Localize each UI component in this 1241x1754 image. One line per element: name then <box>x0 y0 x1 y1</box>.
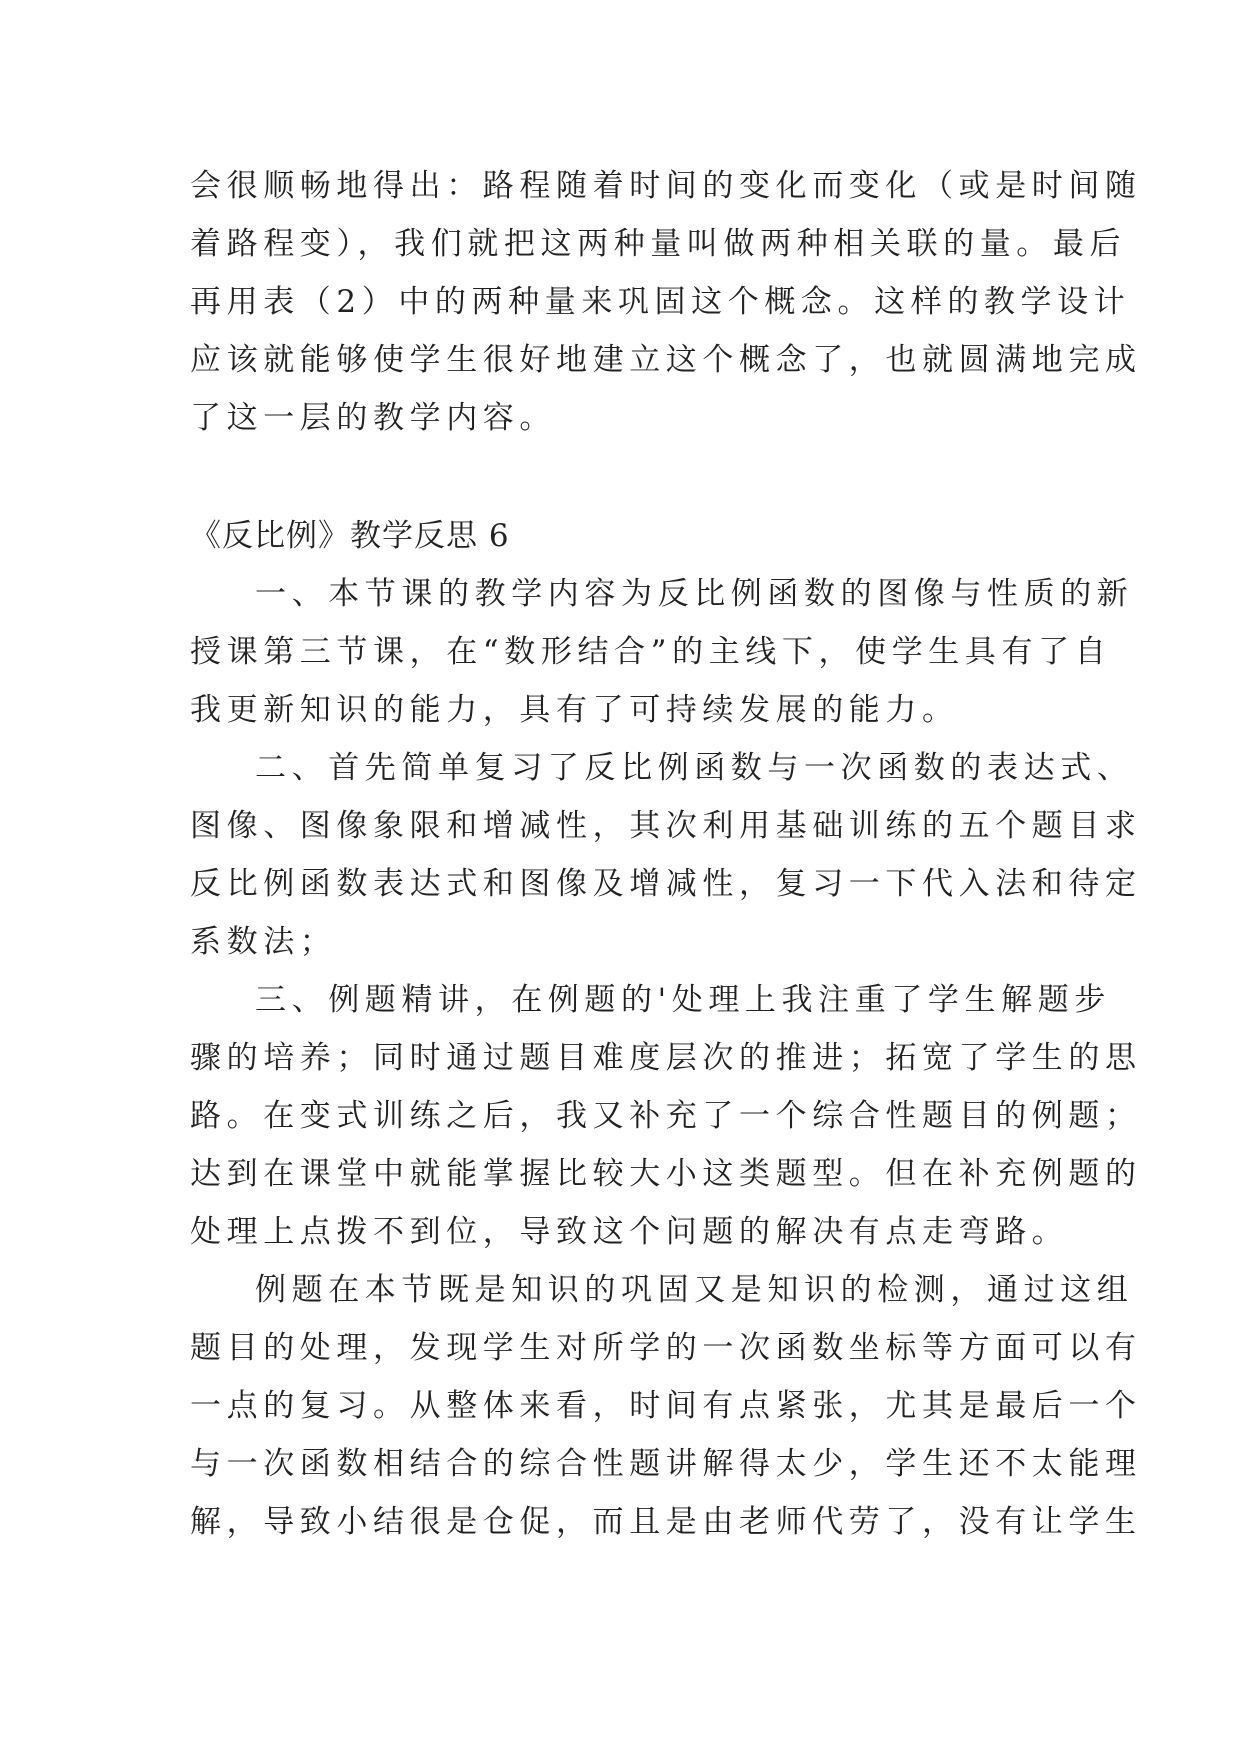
paragraph-1-line-3: 再用表（2）中的两种量来巩固这个概念。这样的教学设计 <box>190 284 1131 320</box>
paragraph-3-line-4: 系数法； <box>190 924 337 960</box>
paragraph-4-line-3: 路。在变式训练之后，我又补充了一个综合性题目的例题； <box>190 1098 1142 1134</box>
paragraph-4-line-2: 骤的培养；同时通过题目难度层次的推进；拓宽了学生的思 <box>190 1040 1142 1076</box>
paragraph-1-line-5: 了这一层的教学内容。 <box>190 400 556 436</box>
paragraph-1-line-2: 着路程变），我们就把这两种量叫做两种相关联的量。最后 <box>190 226 1127 262</box>
paragraph-5-line-5: 解，导致小结很是仓促，而且是由老师代劳了，没有让学生 <box>190 1504 1142 1540</box>
paragraph-5-line-3: 一点的复习。从整体来看，时间有点紧张，尤其是最后一个 <box>190 1388 1142 1424</box>
paragraph-5-line-2: 题目的处理，发现学生对所学的一次函数坐标等方面可以有 <box>190 1330 1142 1366</box>
paragraph-3-line-3: 反比例函数表达式和图像及增减性，复习一下代入法和待定 <box>190 866 1142 902</box>
paragraph-3-line-2: 图像、图像象限和增减性，其次利用基础训练的五个题目求 <box>190 808 1142 844</box>
paragraph-2-line-1: 一、本节课的教学内容为反比例函数的图像与性质的新 <box>255 576 1134 612</box>
paragraph-4-line-5: 处理上点拨不到位，导致这个问题的解决有点走弯路。 <box>190 1214 1069 1250</box>
paragraph-5-line-4: 与一次函数相结合的综合性题讲解得太少，学生还不太能理 <box>190 1446 1142 1482</box>
section-title: 《反比例》教学反思 6 <box>190 518 510 554</box>
paragraph-1-line-1: 会很顺畅地得出：路程随着时间的变化而变化（或是时间随 <box>190 168 1142 204</box>
paragraph-4-line-4: 达到在课堂中就能掌握比较大小这类题型。但在补充例题的 <box>190 1156 1142 1192</box>
paragraph-3-line-1: 二、首先简单复习了反比例函数与一次函数的表达式、 <box>255 750 1134 786</box>
paragraph-2-line-2: 授课第三节课，在“数形结合”的主线下，使学生具有了自 <box>190 634 1112 670</box>
paragraph-4-line-1: 三、例题精讲，在例题的'处理上我注重了学生解题步 <box>255 982 1111 1018</box>
paragraph-5-line-1: 例题在本节既是知识的巩固又是知识的检测，通过这组 <box>255 1272 1134 1308</box>
paragraph-1-line-4: 应该就能够使学生很好地建立这个概念了，也就圆满地完成 <box>190 342 1142 378</box>
paragraph-2-line-3: 我更新知识的能力，具有了可持续发展的能力。 <box>190 692 959 728</box>
